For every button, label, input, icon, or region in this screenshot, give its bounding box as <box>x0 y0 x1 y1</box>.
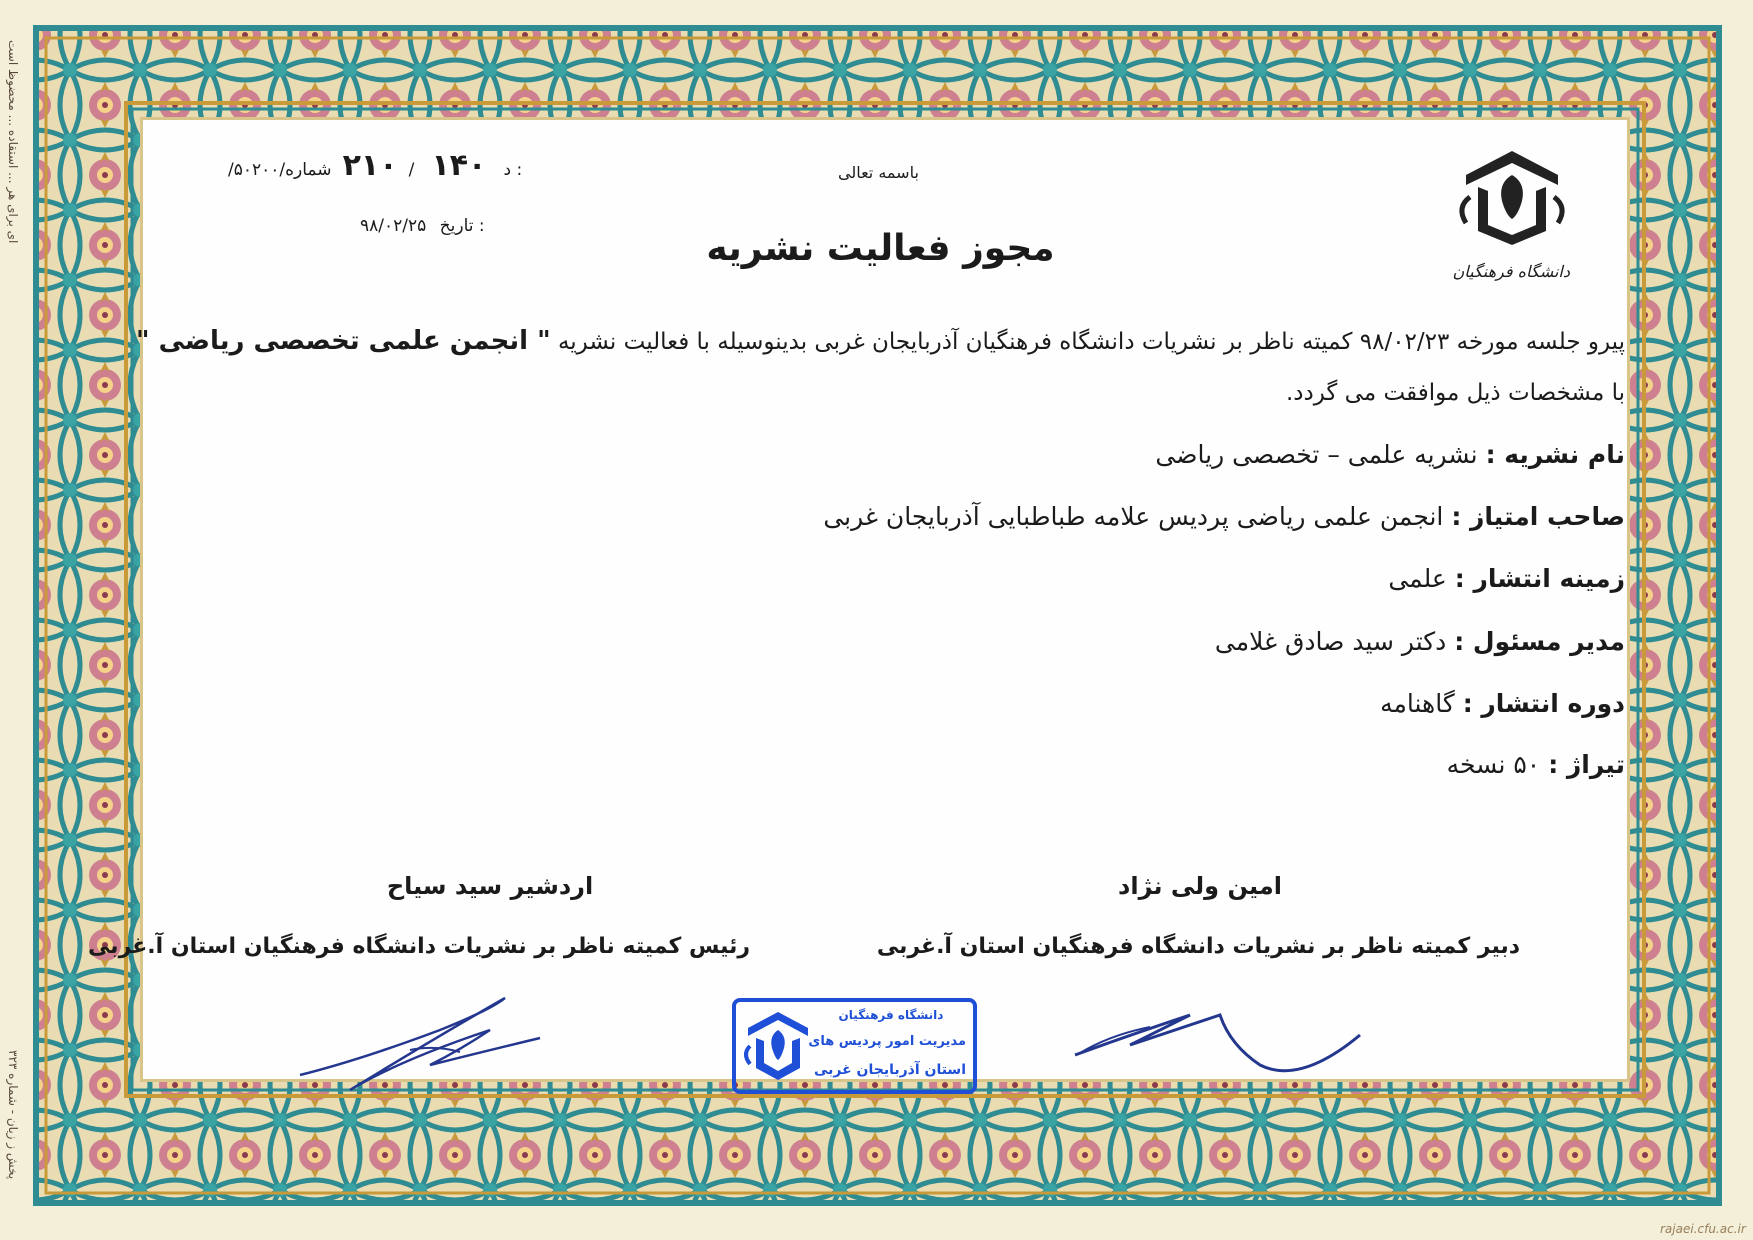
number-year: ۱۴۰ <box>431 148 487 183</box>
intro-text: پیرو جلسه مورخه ۹۸/۰۲/۲۳ کمیته ناظر بر نشریات دانشگاه فرهنگیان آذربایجان غربی بدینوسیله با فعالیت نشریه <box>557 329 1625 355</box>
stamp-line-2: مدیریت امور پردیس های <box>808 1034 966 1049</box>
field-circulation <box>1447 750 1625 779</box>
field-value: گاهنامه <box>1380 689 1463 718</box>
stamp-line-1: دانشگاه فرهنگیان <box>838 1008 944 1022</box>
number-label: شماره : <box>285 160 523 180</box>
page-title: مجوز فعالیت نشریه <box>706 228 1055 269</box>
field-value: نشریه علمی – تخصصی ریاضی <box>1155 440 1486 469</box>
number-part1: ۲۱۰ <box>342 148 398 183</box>
field-label: دوره انتشار : <box>1462 689 1625 718</box>
field-owner <box>823 502 1625 531</box>
right-signer-name: امین ولی نژاد <box>1118 872 1282 900</box>
left-signature-icon <box>290 990 550 1100</box>
right-signature-icon <box>1070 985 1370 1100</box>
field-label: زمینه انتشار : <box>1454 564 1625 593</box>
field-subject <box>1388 564 1625 593</box>
logo-caption: دانشگاه فرهنگیان <box>1452 262 1570 281</box>
field-label: صاحب امتیاز : <box>1451 502 1625 531</box>
number-suffix: /۵۰۲۰۰/د <box>228 160 512 180</box>
field-publication-name <box>1155 440 1625 469</box>
field-value: علمی <box>1388 564 1455 593</box>
watermark-url: rajaei.cfu.ac.ir <box>1660 1222 1746 1236</box>
invocation: باسمه تعالی <box>838 163 919 182</box>
official-stamp <box>732 998 977 1094</box>
right-signer-title: دبیر کمیته ناظر بر نشریات دانشگاه فرهنگیان استان آ.غربی <box>876 934 1520 959</box>
stamp-line-3: استان آذربایجان غربی <box>813 1062 966 1078</box>
margin-note-top: ای برای هر ... استقاده ... محضوظ است <box>6 40 20 244</box>
intro-line-2: با مشخصات ذیل موافقت می گردد. <box>1285 380 1625 406</box>
field-period <box>1380 689 1625 718</box>
intro-line-1 <box>136 326 1625 356</box>
field-manager <box>1215 627 1625 656</box>
left-signer-title: رئیس کمیته ناظر بر نشریات دانشگاه فرهنگیان استان آ.غربی <box>88 934 750 959</box>
date-value: ۹۸/۰۲/۲۵ <box>360 216 427 236</box>
field-label: نام نشریه : <box>1485 440 1625 469</box>
date-label: تاریخ : <box>439 216 485 236</box>
field-value: انجمن علمی ریاضی پردیس علامه طباطبایی آذربایجان غربی <box>823 502 1452 531</box>
field-label: مدیر مسئول : <box>1454 627 1625 656</box>
margin-note-bottom: پخش ز زیان - شماره ۳۲۳ <box>6 1050 20 1180</box>
stamp-logo-icon <box>742 1008 814 1088</box>
field-value: دکتر سید صادق غلامی <box>1214 627 1455 656</box>
field-label: تیراژ : <box>1548 750 1625 779</box>
number-separator: / <box>408 160 415 180</box>
left-signer-name: اردشیر سید سیاح <box>386 872 594 900</box>
letter-number <box>228 148 522 183</box>
publication-name-highlight: " انجمن علمی تخصصی ریاضی " <box>135 326 551 356</box>
field-value: ۵۰ نسخه <box>1446 750 1549 779</box>
